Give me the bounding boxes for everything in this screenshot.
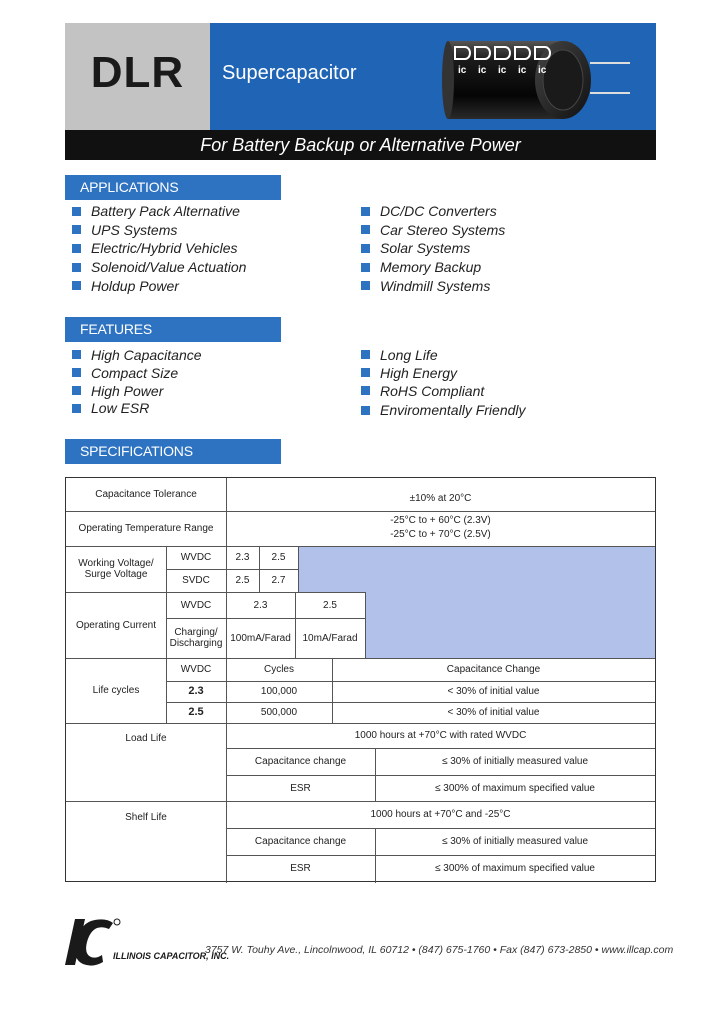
list-item: Compact Size bbox=[72, 364, 202, 382]
svg-text:ic: ic bbox=[478, 65, 487, 76]
lc-change: < 30% of initial value bbox=[447, 686, 540, 697]
bullet-square-icon bbox=[72, 368, 81, 377]
bullet-square-icon bbox=[72, 225, 81, 234]
illinois-capacitor-logo bbox=[65, 917, 230, 967]
applications-list-left bbox=[72, 202, 246, 295]
oc-wvdc-value: 2.5 bbox=[323, 599, 337, 611]
svg-text:ic: ic bbox=[458, 65, 467, 76]
list-item: DC/DC Converters bbox=[361, 202, 505, 221]
load-life-condition: 1000 hours at +70°C with rated WVDC bbox=[354, 730, 527, 741]
list-item: Electric/Hybrid Vehicles bbox=[72, 239, 246, 258]
list-item: High Energy bbox=[361, 364, 526, 382]
shelf-life-condition: 1000 hours at +70°C and -25°C bbox=[370, 809, 511, 820]
load-life-value: ≤ 300% of maximum specified value bbox=[434, 782, 595, 794]
specifications-heading: SPECIFICATIONS bbox=[65, 439, 281, 464]
shelf-life-label: Shelf Life bbox=[125, 811, 167, 823]
load-life-label: Load Life bbox=[125, 732, 167, 744]
svg-text:ic: ic bbox=[518, 65, 527, 76]
list-item: High Power bbox=[72, 382, 202, 400]
wvdc-value: 2.3 bbox=[235, 552, 250, 563]
load-life-param: ESR bbox=[290, 782, 311, 794]
bullet-square-icon bbox=[72, 207, 81, 216]
life-cycles-label: Life cycles bbox=[92, 685, 140, 696]
bullet-square-icon bbox=[361, 281, 370, 290]
list-item: Solenoid/Value Actuation bbox=[72, 258, 246, 277]
operating-current-label: Operating Current bbox=[75, 619, 157, 631]
wvdc-label: WVDC bbox=[180, 552, 212, 563]
operating-temp-line2: -25°C to + 70°C (2.5V) bbox=[390, 528, 491, 540]
charging-value: 100mA/Farad bbox=[230, 632, 291, 644]
list-item: Solar Systems bbox=[361, 239, 505, 258]
load-life-param: Capacitance change bbox=[254, 756, 347, 767]
bullet-square-icon bbox=[72, 281, 81, 290]
features-list-left bbox=[72, 346, 202, 417]
bullet-square-icon bbox=[72, 244, 81, 253]
list-item: Enviromentally Friendly bbox=[361, 401, 526, 419]
list-item: UPS Systems bbox=[72, 221, 246, 240]
lc-cycles: 100,000 bbox=[260, 686, 298, 697]
oc-wvdc-value: 2.3 bbox=[253, 599, 268, 611]
charging-label: Charging/ Discharging bbox=[169, 627, 223, 649]
wvdc-value: 2.5 bbox=[271, 552, 286, 563]
specifications-table bbox=[65, 477, 656, 882]
bullet-square-icon bbox=[72, 263, 81, 272]
lc-cycles: 500,000 bbox=[260, 707, 298, 718]
features-list-right bbox=[361, 346, 526, 419]
list-item: High Capacitance bbox=[72, 346, 202, 364]
bullet-square-icon bbox=[361, 386, 370, 395]
lc-wvdc-label: WVDC bbox=[180, 664, 212, 675]
lc-change: < 30% of initial value bbox=[447, 707, 540, 718]
svdc-value: 2.5 bbox=[235, 575, 250, 586]
bullet-square-icon bbox=[361, 350, 370, 359]
applications-list-right bbox=[361, 202, 505, 295]
capacitance-tolerance-value: ±10% at 20°C bbox=[409, 493, 472, 504]
list-item: Windmill Systems bbox=[361, 276, 505, 295]
svdc-label: SVDC bbox=[182, 575, 210, 586]
lc-voltage: 2.5 bbox=[188, 706, 204, 718]
bullet-square-icon bbox=[361, 263, 370, 272]
supercapacitor-image bbox=[440, 35, 640, 125]
oc-wvdc-label: WVDC bbox=[180, 599, 212, 611]
product-code: DLR bbox=[90, 48, 185, 97]
footer-contact: 3757 W. Touhy Ave., Lincolnwood, IL 60712 • (847) 675-1760 • Fax (847) 673-2850 • www.illcap.com bbox=[205, 944, 674, 956]
list-item: RoHS Compliant bbox=[361, 382, 526, 400]
applications-heading: APPLICATIONS bbox=[65, 175, 281, 200]
list-item: Holdup Power bbox=[72, 276, 246, 295]
voltage-label: Working Voltage/ Surge Voltage bbox=[78, 558, 154, 580]
product-title: Supercapacitor bbox=[222, 62, 357, 84]
bullet-square-icon bbox=[361, 207, 370, 216]
list-item: Low ESR bbox=[72, 399, 202, 417]
tagline-bar: For Battery Backup or Alternative Power bbox=[65, 130, 656, 160]
bullet-square-icon bbox=[72, 386, 81, 395]
charging-value: 10mA/Farad bbox=[302, 632, 358, 644]
svg-text:ic: ic bbox=[538, 65, 547, 76]
lc-voltage: 2.3 bbox=[188, 685, 204, 697]
operating-temp-label: Operating Temperature Range bbox=[78, 523, 214, 534]
shelf-life-value: ≤ 300% of maximum specified value bbox=[434, 862, 595, 874]
bullet-square-icon bbox=[361, 244, 370, 253]
bullet-square-icon bbox=[72, 404, 81, 413]
bullet-square-icon bbox=[361, 406, 370, 415]
list-item: Memory Backup bbox=[361, 258, 505, 277]
lc-change-label: Capacitance Change bbox=[446, 664, 541, 675]
svg-text:ic: ic bbox=[498, 65, 507, 76]
lc-cycles-label: Cycles bbox=[263, 664, 294, 675]
svdc-value: 2.7 bbox=[271, 575, 286, 586]
bullet-square-icon bbox=[361, 225, 370, 234]
operating-temp-line1: -25°C to + 60°C (2.3V) bbox=[390, 514, 491, 526]
col-divider bbox=[365, 592, 366, 658]
list-item: Car Stereo Systems bbox=[361, 221, 505, 240]
shaded-empty-area bbox=[365, 592, 655, 658]
load-life-value: ≤ 30% of initially measured value bbox=[441, 756, 589, 767]
col-divider bbox=[298, 546, 299, 592]
svg-text:ILLINOIS CAPACITOR, INC.: ILLINOIS CAPACITOR, INC. bbox=[113, 951, 230, 961]
bullet-square-icon bbox=[361, 368, 370, 377]
bullet-square-icon bbox=[72, 350, 81, 359]
features-heading: FEATURES bbox=[65, 317, 281, 342]
capacitance-tolerance-label: Capacitance Tolerance bbox=[95, 489, 197, 500]
shelf-life-value: ≤ 30% of initially measured value bbox=[441, 836, 589, 847]
shelf-life-param: ESR bbox=[290, 862, 311, 874]
shaded-empty-area bbox=[298, 546, 655, 592]
shelf-life-param: Capacitance change bbox=[254, 836, 347, 847]
list-item: Battery Pack Alternative bbox=[72, 202, 246, 221]
list-item: Long Life bbox=[361, 346, 526, 364]
